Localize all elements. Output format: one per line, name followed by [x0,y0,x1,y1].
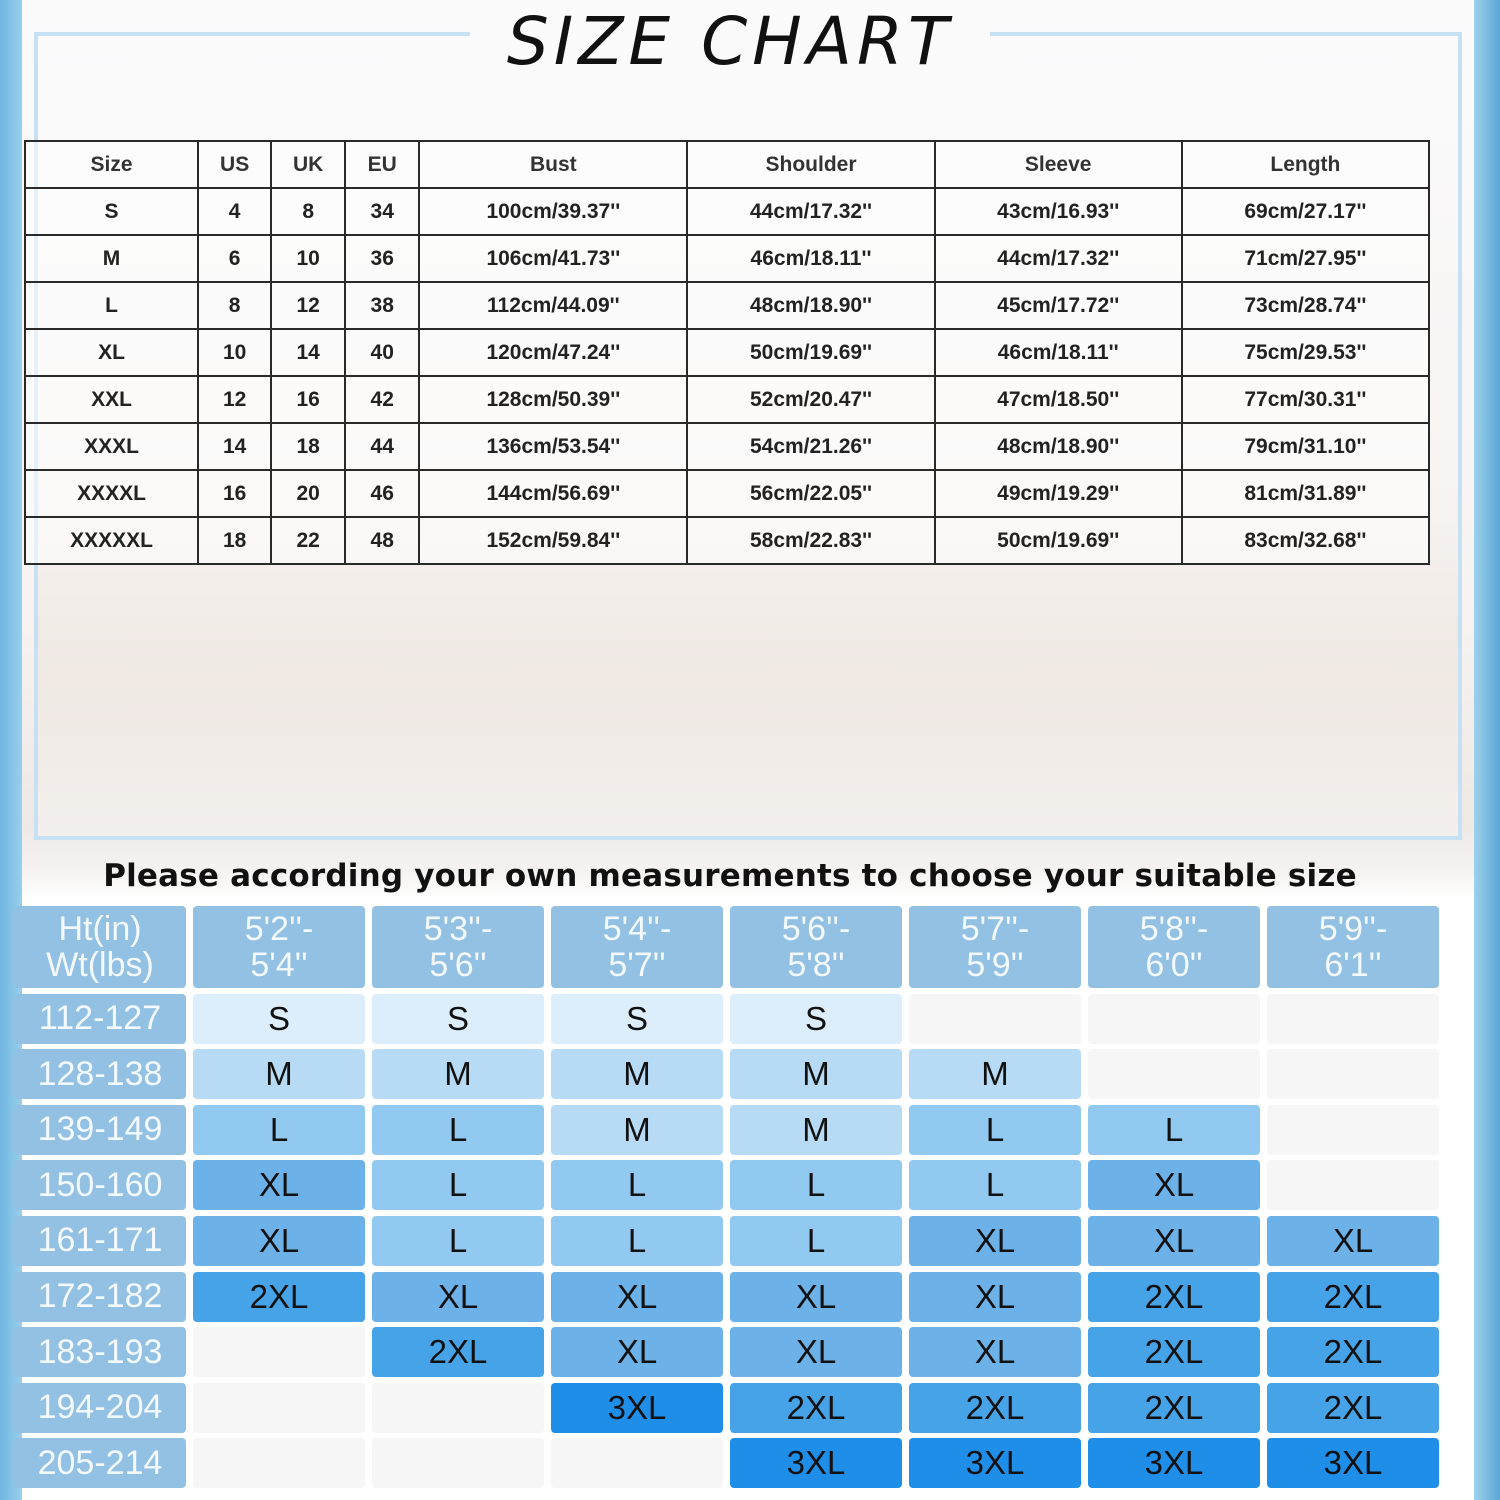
table-cell: 69cm/27.17'' [1182,188,1429,235]
table-cell: XL [25,329,198,376]
header-shoulder: Shoulder [687,141,934,188]
guide-size-cell: M [193,1049,365,1099]
table-cell: 10 [198,329,271,376]
guide-size-cell [909,994,1081,1044]
guide-size-cell: S [730,994,902,1044]
header-eu: EU [345,141,419,188]
guide-size-cell: M [551,1105,723,1155]
table-row [25,188,1429,235]
table-cell: 44cm/17.32'' [687,188,934,235]
header-size: Size [25,141,198,188]
guide-size-cell: L [909,1160,1081,1210]
guide-size-cell: 2XL [909,1383,1081,1433]
height-label: 5'9'' [966,946,1024,984]
guide-size-cell: L [372,1105,544,1155]
table-cell: 52cm/20.47'' [687,376,934,423]
guide-size-cell: 3XL [551,1383,723,1433]
table-cell: 8 [271,188,345,235]
guide-size-cell [372,1438,544,1488]
height-label: 5'4'' [250,946,308,984]
page-title: SIZE CHART [506,3,954,80]
height-header [372,906,544,988]
table-cell: 47cm/18.50'' [935,376,1182,423]
table-cell: 45cm/17.72'' [935,282,1182,329]
guide-size-cell: XL [551,1327,723,1377]
table-cell: 40 [345,329,419,376]
table-cell: 16 [198,470,271,517]
table-cell: 79cm/31.10'' [1182,423,1429,470]
guide-size-cell: L [1088,1105,1260,1155]
weight-header: 128-138 [14,1049,186,1099]
fit-guide-grid [14,906,1446,1490]
guide-size-cell: S [551,994,723,1044]
table-cell: 144cm/56.69'' [419,470,687,517]
table-cell: S [25,188,198,235]
table-cell: M [25,235,198,282]
header-length: Length [1182,141,1429,188]
header-uk: UK [271,141,345,188]
height-header [1088,906,1260,988]
table-cell: XXXXL [25,470,198,517]
table-cell: 22 [271,517,345,564]
guide-size-cell: XL [193,1160,365,1210]
table-cell: 42 [345,376,419,423]
table-cell: 20 [271,470,345,517]
table-cell: 81cm/31.89'' [1182,470,1429,517]
header-sleeve: Sleeve [935,141,1182,188]
table-cell: 43cm/16.93'' [935,188,1182,235]
table-cell: 12 [198,376,271,423]
guide-size-cell: L [551,1160,723,1210]
height-label: 6'1'' [1324,946,1382,984]
guide-size-cell [193,1383,365,1433]
weight-header: 205-214 [14,1438,186,1488]
guide-size-cell [1267,994,1439,1044]
height-label: 5'6'' [429,946,487,984]
guide-size-cell [193,1327,365,1377]
table-row [25,376,1429,423]
table-cell: 14 [271,329,345,376]
table-cell: 12 [271,282,345,329]
weight-header: 112-127 [14,994,186,1044]
guide-size-cell: L [551,1216,723,1266]
table-cell: 54cm/21.26'' [687,423,934,470]
height-label: 5'6''- [781,910,851,948]
table-cell: 6 [198,235,271,282]
guide-size-cell: 3XL [730,1438,902,1488]
table-cell: 44cm/17.32'' [935,235,1182,282]
guide-size-cell: M [730,1049,902,1099]
weight-header: 194-204 [14,1383,186,1433]
guide-size-cell: 2XL [193,1272,365,1322]
guide-size-cell: M [730,1105,902,1155]
height-header [551,906,723,988]
table-cell: 58cm/22.83'' [687,517,934,564]
table-cell: 46cm/18.11'' [935,329,1182,376]
guide-size-cell: XL [730,1272,902,1322]
table-cell: 75cm/29.53'' [1182,329,1429,376]
guide-size-cell: M [551,1049,723,1099]
table-cell: 34 [345,188,419,235]
height-header [909,906,1081,988]
guide-size-cell: 2XL [730,1383,902,1433]
guide-corner-label: Wt(lbs) [46,946,154,984]
guide-size-cell [1267,1049,1439,1099]
weight-header: 161-171 [14,1216,186,1266]
size-table-body [25,188,1429,564]
guide-size-cell: XL [372,1272,544,1322]
guide-size-cell [193,1438,365,1488]
guide-size-cell [1088,994,1260,1044]
table-cell: 46cm/18.11'' [687,235,934,282]
size-table-header-row [25,141,1429,188]
guide-size-cell: XL [551,1272,723,1322]
table-cell: 48cm/18.90'' [935,423,1182,470]
table-cell: XXL [25,376,198,423]
table-cell: 136cm/53.54'' [419,423,687,470]
guide-size-cell: 2XL [1088,1272,1260,1322]
height-label: 5'7''- [960,910,1030,948]
height-label: 6'0'' [1145,946,1203,984]
weight-header: 139-149 [14,1105,186,1155]
header-bust: Bust [419,141,687,188]
guide-size-cell: 2XL [1088,1327,1260,1377]
table-cell: 50cm/19.69'' [935,517,1182,564]
table-cell: 46 [345,470,419,517]
table-cell: 10 [271,235,345,282]
guide-corner-header [14,906,186,988]
table-cell: 71cm/27.95'' [1182,235,1429,282]
table-row [25,282,1429,329]
height-header [730,906,902,988]
height-label: 5'7'' [608,946,666,984]
table-cell: 106cm/41.73'' [419,235,687,282]
guide-size-cell: L [193,1105,365,1155]
guide-size-cell: 2XL [1267,1272,1439,1322]
guide-size-cell: XL [909,1327,1081,1377]
table-cell: 16 [271,376,345,423]
table-cell: 77cm/30.31'' [1182,376,1429,423]
guide-size-cell: 2XL [372,1327,544,1377]
height-label: 5'3''- [423,910,493,948]
table-cell: XXXXXL [25,517,198,564]
guide-size-cell [1267,1160,1439,1210]
height-label: 5'8'' [787,946,845,984]
guide-size-cell [1267,1105,1439,1155]
table-cell: 100cm/39.37'' [419,188,687,235]
table-cell: 48cm/18.90'' [687,282,934,329]
height-label: 5'8''- [1139,910,1209,948]
table-cell: 56cm/22.05'' [687,470,934,517]
table-cell: 18 [198,517,271,564]
table-cell: 50cm/19.69'' [687,329,934,376]
guide-size-cell: XL [1088,1160,1260,1210]
height-header [193,906,365,988]
table-row [25,517,1429,564]
guide-size-cell: XL [909,1272,1081,1322]
table-cell: 36 [345,235,419,282]
guide-size-cell [372,1383,544,1433]
guide-size-cell: L [730,1216,902,1266]
table-cell: 8 [198,282,271,329]
height-header [1267,906,1439,988]
guide-size-cell: S [372,994,544,1044]
size-table [24,140,1430,565]
guide-size-cell: XL [730,1327,902,1377]
table-row [25,329,1429,376]
table-cell: 73cm/28.74'' [1182,282,1429,329]
table-cell: 112cm/44.09'' [419,282,687,329]
table-cell: 49cm/19.29'' [935,470,1182,517]
table-row [25,470,1429,517]
guide-size-cell: XL [1088,1216,1260,1266]
guide-size-cell: XL [909,1216,1081,1266]
guide-size-cell: 2XL [1267,1383,1439,1433]
guide-size-cell: L [730,1160,902,1210]
table-cell: 14 [198,423,271,470]
table-cell: 18 [271,423,345,470]
table-cell: 4 [198,188,271,235]
weight-header: 183-193 [14,1327,186,1377]
height-label: 5'9''- [1318,910,1388,948]
guide-size-cell: L [372,1216,544,1266]
table-cell: 48 [345,517,419,564]
guide-size-cell: L [372,1160,544,1210]
height-label: 5'2''- [244,910,314,948]
guide-size-cell: 2XL [1267,1327,1439,1377]
table-cell: 83cm/32.68'' [1182,517,1429,564]
guide-size-cell: S [193,994,365,1044]
table-cell: L [25,282,198,329]
table-cell: 38 [345,282,419,329]
header-us: US [198,141,271,188]
table-row [25,235,1429,282]
guide-size-cell: 3XL [1088,1438,1260,1488]
guide-size-cell: M [372,1049,544,1099]
weight-header: 172-182 [14,1272,186,1322]
guide-size-cell: M [909,1049,1081,1099]
guide-size-cell: 2XL [1088,1383,1260,1433]
guide-size-cell [1088,1049,1260,1099]
table-row [25,423,1429,470]
guide-size-cell: 3XL [909,1438,1081,1488]
guide-size-cell: XL [1267,1216,1439,1266]
weight-header: 150-160 [14,1160,186,1210]
guide-size-cell: 3XL [1267,1438,1439,1488]
table-cell: 120cm/47.24'' [419,329,687,376]
table-cell: XXXL [25,423,198,470]
table-cell: 128cm/50.39'' [419,376,687,423]
guide-size-cell [551,1438,723,1488]
guide-size-cell: XL [193,1216,365,1266]
height-label: 5'4''- [602,910,672,948]
table-cell: 44 [345,423,419,470]
guide-size-cell: L [909,1105,1081,1155]
guide-corner-label: Ht(in) [58,910,142,948]
measurement-note: Please according your own measurements to choose your suitable size [103,858,1357,894]
table-cell: 152cm/59.84'' [419,517,687,564]
